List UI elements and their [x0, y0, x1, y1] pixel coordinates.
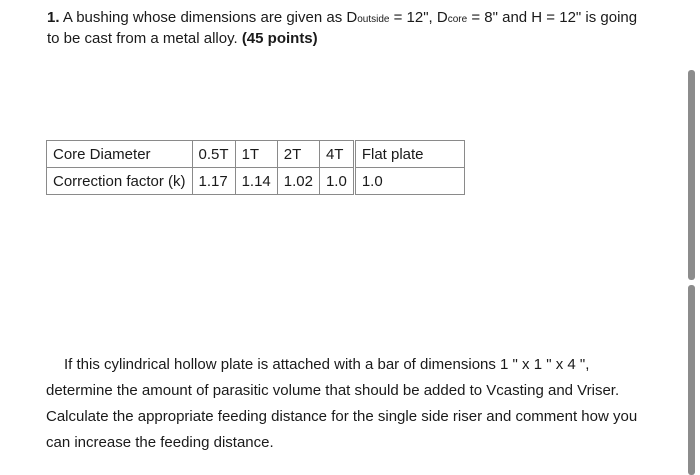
paragraph-text: If this cylindrical hollow plate is attached with a bar of dimensions 1 " x 1 " x 4 ", determine the amount of parasitic volume that should be added to Vcasting and Vriser. Calculate the appropriate feeding distance for the single side riser and comment how you can increase the feeding distance.	[46, 356, 638, 451]
table-cell: Core Diameter	[47, 141, 193, 168]
scrollbar-thumb[interactable]	[688, 70, 695, 280]
question-points: (45 points)	[241, 30, 318, 47]
table-cell: 2T	[277, 141, 319, 168]
table-cell: 0.5T	[192, 141, 235, 168]
question-heading	[47, 8, 647, 48]
question-text-a: A bushing whose dimensions are given as D	[59, 9, 358, 26]
table-cell: Correction factor (k)	[47, 168, 193, 195]
table-cell: 1.17	[192, 168, 235, 195]
table-cell: 1.02	[277, 168, 319, 195]
table-cell: 1.0	[354, 168, 464, 195]
subscript-outside: outside	[357, 14, 390, 25]
scrollbar-thumb-lower[interactable]	[688, 285, 695, 475]
table-cell: 4T	[319, 141, 354, 168]
question-number: 1.	[47, 9, 60, 26]
question-text-b: = 12", D	[389, 9, 448, 26]
table-cell: 1T	[235, 141, 277, 168]
correction-factor-table	[46, 140, 465, 195]
question-text-c: = 8" and H = 12" is going to be cast from a metal alloy.	[47, 9, 638, 47]
table-cell: 1.0	[319, 168, 354, 195]
table-cell: Flat plate	[354, 141, 464, 168]
scrollbar[interactable]	[688, 70, 695, 475]
table-row	[47, 168, 465, 195]
subscript-core: core	[447, 14, 468, 25]
table-row	[47, 141, 465, 168]
question-paragraph	[46, 352, 656, 456]
table-cell: 1.14	[235, 168, 277, 195]
